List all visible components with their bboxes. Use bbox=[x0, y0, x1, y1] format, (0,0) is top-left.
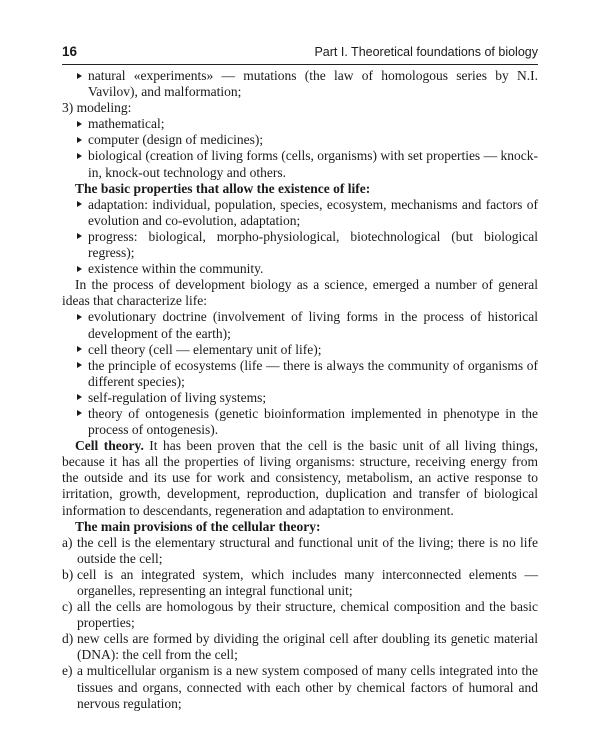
item-label: b) bbox=[62, 566, 74, 582]
lettered-item bbox=[62, 535, 538, 567]
bullet-item: the principle of ecosystems (life — there is always the community of organisms of different species); bbox=[62, 358, 538, 390]
section-heading: The basic properties that allow the existence of life: bbox=[75, 180, 371, 196]
lettered-item bbox=[62, 599, 538, 631]
page-body bbox=[62, 68, 538, 712]
bullet-item: biological (creation of living forms (cells, organisms) with set properties — knock-in, knock-out technology and others. bbox=[62, 148, 538, 180]
item-text: new cells are formed by dividing the original cell after doubling its genetic material (DNA): the cell from the cell; bbox=[77, 631, 538, 663]
section-heading: The main provisions of the cellular theory: bbox=[75, 518, 321, 534]
paragraph bbox=[62, 438, 538, 518]
item-label: e) bbox=[62, 663, 73, 679]
bullet-item: natural «experiments» — mutations (the law of homologous series by N.I. Vavilov), and malformation; bbox=[62, 68, 538, 100]
lettered-item bbox=[62, 663, 538, 711]
bullet-item: computer (design of medicines); bbox=[62, 132, 538, 148]
item-text: a multicellular organism is a new system composed of many cells integrated into the tissues and organs, connected with each other by chemical factors of humoral and nervous regulation; bbox=[77, 663, 538, 711]
running-header bbox=[62, 44, 538, 65]
run-in-heading: Cell theory. bbox=[75, 438, 144, 454]
bullet-item: cell theory (cell — elementary unit of life); bbox=[62, 342, 538, 358]
running-title: Part I. Theoretical foundations of biology bbox=[314, 45, 538, 59]
lettered-item bbox=[62, 567, 538, 599]
item-label: d) bbox=[62, 631, 74, 647]
bullet-item: existence within the community. bbox=[62, 261, 538, 277]
list-label: 3) modeling: bbox=[62, 100, 132, 116]
bullet-item: adaptation: individual, population, species, ecosystem, mechanisms and factors of evolution and co-evolution, adaptation; bbox=[62, 197, 538, 229]
item-text: cell is an integrated system, which includes many interconnected elements — organelles, representing an integral functional unit; bbox=[77, 566, 538, 598]
bullet-item: progress: biological, morpho-physiological, biotechnological (but biological regress); bbox=[62, 229, 538, 261]
bullet-item: theory of ontogenesis (genetic bioinformation implemented in phenotype in the process of ontogenesis). bbox=[62, 406, 538, 438]
paragraph-text: It has been proven that the cell is the basic unit of all living things, because it has all the properties of living organisms: structure, receiving energy from the outside and its use for work and consistency, metabolism, an active response to irritation, growth, development, reproduction, duplication and transfer of biological information to descendants, regeneration and adaptation to environment. bbox=[62, 438, 539, 518]
lettered-item bbox=[62, 631, 538, 663]
page-number: 16 bbox=[62, 44, 78, 59]
item-text: all the cells are homologous by their structure, chemical composition and the basic properties; bbox=[77, 599, 538, 631]
bullet-item: evolutionary doctrine (involvement of living forms in the process of historical development of the earth); bbox=[62, 309, 538, 341]
paragraph: In the process of development biology as a science, emerged a number of general ideas that characterize life: bbox=[62, 277, 538, 309]
item-label: c) bbox=[62, 599, 73, 615]
bullet-item: mathematical; bbox=[62, 116, 538, 132]
bullet-item: self-regulation of living systems; bbox=[62, 390, 538, 406]
item-label: a) bbox=[62, 534, 73, 550]
item-text: the cell is the elementary structural and functional unit of the living; there is no life outside the cell; bbox=[77, 534, 538, 566]
